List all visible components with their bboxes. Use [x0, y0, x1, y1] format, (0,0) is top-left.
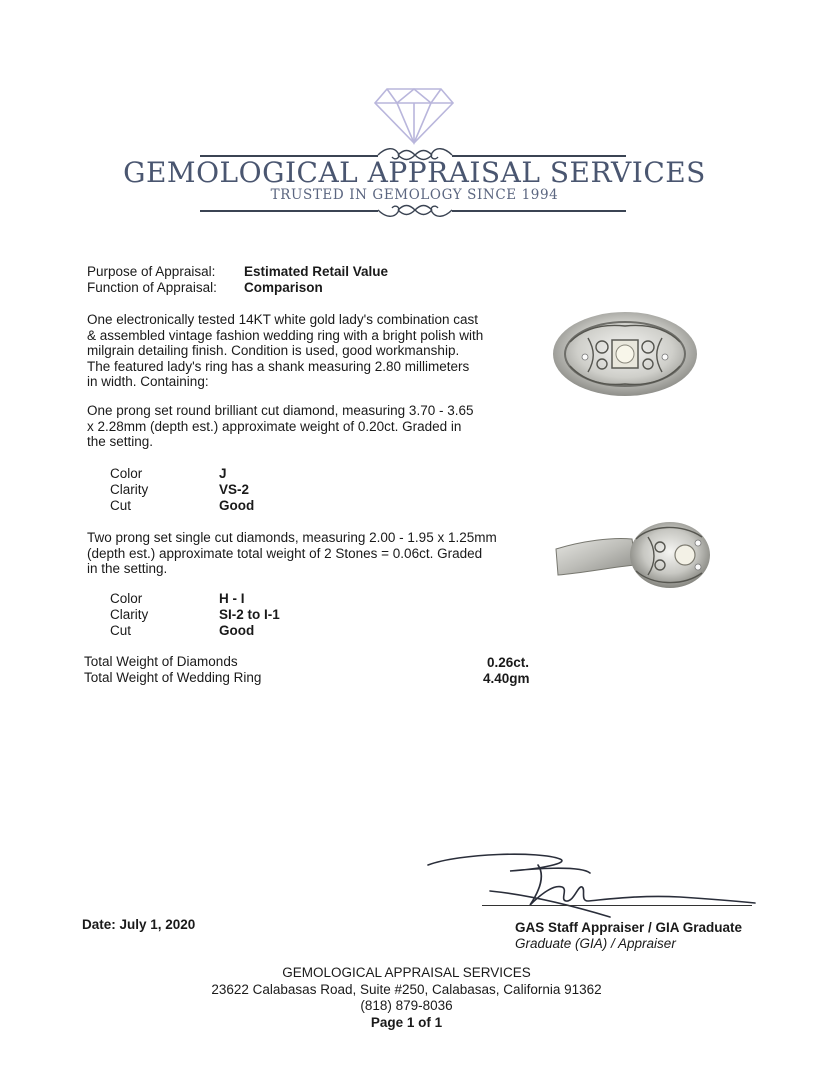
- purpose-value: Estimated Retail Value: [244, 264, 389, 279]
- side-cut-value: Good: [219, 623, 255, 638]
- side-stones-line: (depth est.) approximate total weight of 2 Stones = 0.06ct. Graded: [87, 545, 483, 561]
- side-stones-description: [87, 530, 527, 577]
- description-line: in width. Containing:: [87, 374, 209, 390]
- flourish-bottom-icon: [376, 200, 454, 222]
- purpose-label: Purpose of Appraisal:: [87, 264, 216, 279]
- total-diamonds-value: 0.26ct.: [487, 655, 530, 670]
- appraisal-date: Date: July 1, 2020: [82, 917, 196, 932]
- side-cut-label: Cut: [110, 623, 132, 638]
- company-name: GEMOLOGICAL APPRAISAL SERVICES: [123, 156, 706, 189]
- ring-photo-side: [552, 515, 712, 595]
- page-number: Page 1 of 1: [370, 1015, 443, 1030]
- center-clarity-label: Clarity: [110, 482, 149, 497]
- diamond-icon: [373, 85, 455, 145]
- footer-company: GEMOLOGICAL APPRAISAL SERVICES: [282, 965, 531, 980]
- letterhead: [0, 85, 829, 230]
- center-cut-label: Cut: [110, 498, 132, 513]
- total-diamonds-label: Total Weight of Diamonds: [84, 654, 238, 669]
- center-cut-value: Good: [219, 498, 255, 513]
- footer-address: 23622 Calabasas Road, Suite #250, Calabasas, California 91362: [211, 982, 602, 997]
- function-label: Function of Appraisal:: [87, 280, 217, 295]
- description-line: & assembled vintage fashion wedding ring with a bright polish with: [87, 327, 484, 343]
- side-stones-line: in the setting.: [87, 561, 168, 577]
- center-color-label: Color: [110, 466, 143, 481]
- description-line: milgrain detailing finish. Condition is used, good workmanship.: [87, 343, 460, 359]
- center-color-value: J: [219, 466, 227, 481]
- signature-line: [482, 905, 752, 906]
- center-stone-line: x 2.28mm (depth est.) approximate weight of 0.20ct. Graded in: [87, 418, 462, 434]
- center-stone-line: the setting.: [87, 434, 154, 450]
- appraiser-title: GAS Staff Appraiser / GIA Graduate: [515, 920, 743, 935]
- center-stone-description: [87, 403, 507, 450]
- header-rule-bottom-right: [452, 210, 626, 212]
- function-value: Comparison: [244, 280, 323, 295]
- header-rule-bottom-left: [200, 210, 378, 212]
- description-line: One electronically tested 14KT white gold lady's combination cast: [87, 312, 479, 327]
- side-color-label: Color: [110, 591, 143, 606]
- side-clarity-label: Clarity: [110, 607, 149, 622]
- total-ring-label: Total Weight of Wedding Ring: [84, 670, 262, 685]
- footer-phone: (818) 879-8036: [360, 998, 453, 1013]
- ring-description: [87, 312, 507, 390]
- tagline: TRUSTED IN GEMOLOGY SINCE 1994: [270, 187, 559, 203]
- side-color-value: H - I: [219, 591, 245, 606]
- description-line: The featured lady's ring has a shank measuring 2.80 millimeters: [87, 358, 470, 374]
- ring-photo-top: [550, 302, 700, 407]
- side-stones-line: Two prong set single cut diamonds, measuring 2.00 - 1.95 x 1.25mm: [87, 530, 497, 545]
- total-ring-value: 4.40gm: [483, 671, 530, 686]
- center-clarity-value: VS-2: [219, 482, 250, 497]
- appraiser-signature: [420, 845, 760, 925]
- appraiser-subtitle: Graduate (GIA) / Appraiser: [515, 936, 676, 951]
- side-clarity-value: SI-2 to I-1: [219, 607, 280, 622]
- center-stone-line: One prong set round brilliant cut diamond, measuring 3.70 - 3.65: [87, 403, 474, 418]
